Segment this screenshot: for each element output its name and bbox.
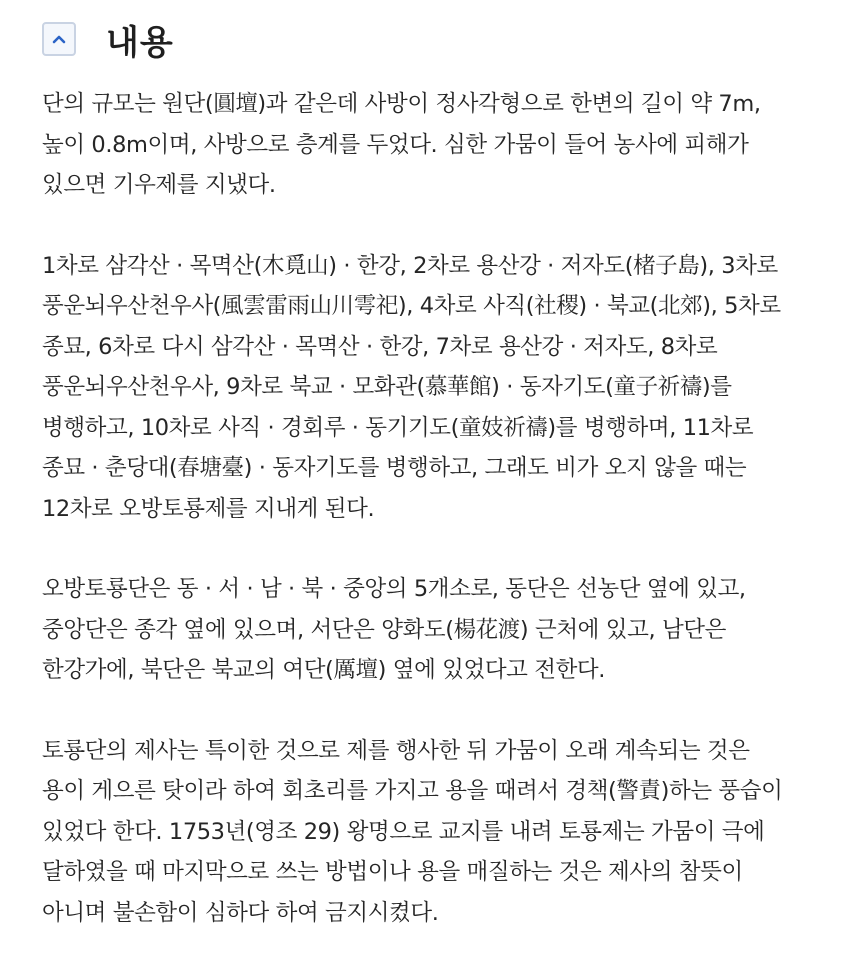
text-line: 종묘 · 춘당대(春塘臺) · 동자기도를 병행하고, 그래도 비가 오지 않을 때는 [42,455,747,481]
text-line: 아니며 불손함이 심하다 하여 금지시켰다. [42,899,439,926]
text-line: 높이 0.8m이며, 사방으로 층계를 두었다. 심한 가뭄이 들어 농사에 피해가 [42,131,749,158]
text-line: 중앙단은 종각 옆에 있으며, 서단은 양화도(楊花渡) 근처에 있고, 남단은 [42,616,726,643]
content-body [42,84,822,973]
text-line: 풍운뇌우산천우사(風雲雷雨山川雩祀), 4차로 사직(社稷) · 북교(北郊), 5차로 [42,293,781,319]
section-header [42,16,174,62]
chevron-up-icon [51,33,67,45]
text-line: 용이 게으른 탓이라 하여 회초리를 가지고 용을 때려서 경책(警責)하는 풍습이 [42,778,783,804]
text-line: 종묘, 6차로 다시 삼각산 · 목멱산 · 한강, 7차로 용산강 · 저자도, 8차로 [42,333,718,360]
text-line: 단의 규모는 원단(圓壇)과 같은데 사방이 정사각형으로 한변의 길이 약 7m, [42,91,761,117]
text-line: 있으면 기우제를 지냈다. [42,172,276,198]
text-line: 12차로 오방토룡제를 지내게 된다. [42,495,375,522]
text-line: 오방토룡단은 동 · 서 · 남 · 북 · 중앙의 5개소로, 동단은 선농단 옆에 있고, [42,576,746,602]
text-line: 풍운뇌우산천우사, 9차로 북교 · 모화관(慕華館) · 동자기도(童子祈禱)를 [42,374,732,400]
paragraph-altar-locations [42,569,822,691]
paragraph-ritual-order [42,246,822,530]
collapse-toggle-button[interactable] [42,22,76,56]
paragraph-scale [42,84,822,206]
section-title: 내용 [106,22,174,63]
text-line: 한강가에, 북단은 북교의 여단(厲壇) 옆에 있었다고 전한다. [42,657,606,683]
text-line: 있었다 한다. 1753년(영조 29) 왕명으로 교지를 내려 토룡제는 가뭄이 극에 [42,818,765,845]
paragraph-ritual-custom [42,731,822,934]
text-line: 병행하고, 10차로 사직 · 경회루 · 동기기도(童妓祈禱)를 병행하며, 11차로 [42,414,754,441]
text-line: 1차로 삼각산 · 목멱산(木覓山) · 한강, 2차로 용산강 · 저자도(楮子島), 3차로 [42,252,778,279]
text-line: 토룡단의 제사는 특이한 것으로 제를 행사한 뒤 가뭄이 오래 계속되는 것은 [42,737,750,764]
text-line: 달하였을 때 마지막으로 쓰는 방법이나 용을 매질하는 것은 제사의 참뜻이 [42,859,743,885]
